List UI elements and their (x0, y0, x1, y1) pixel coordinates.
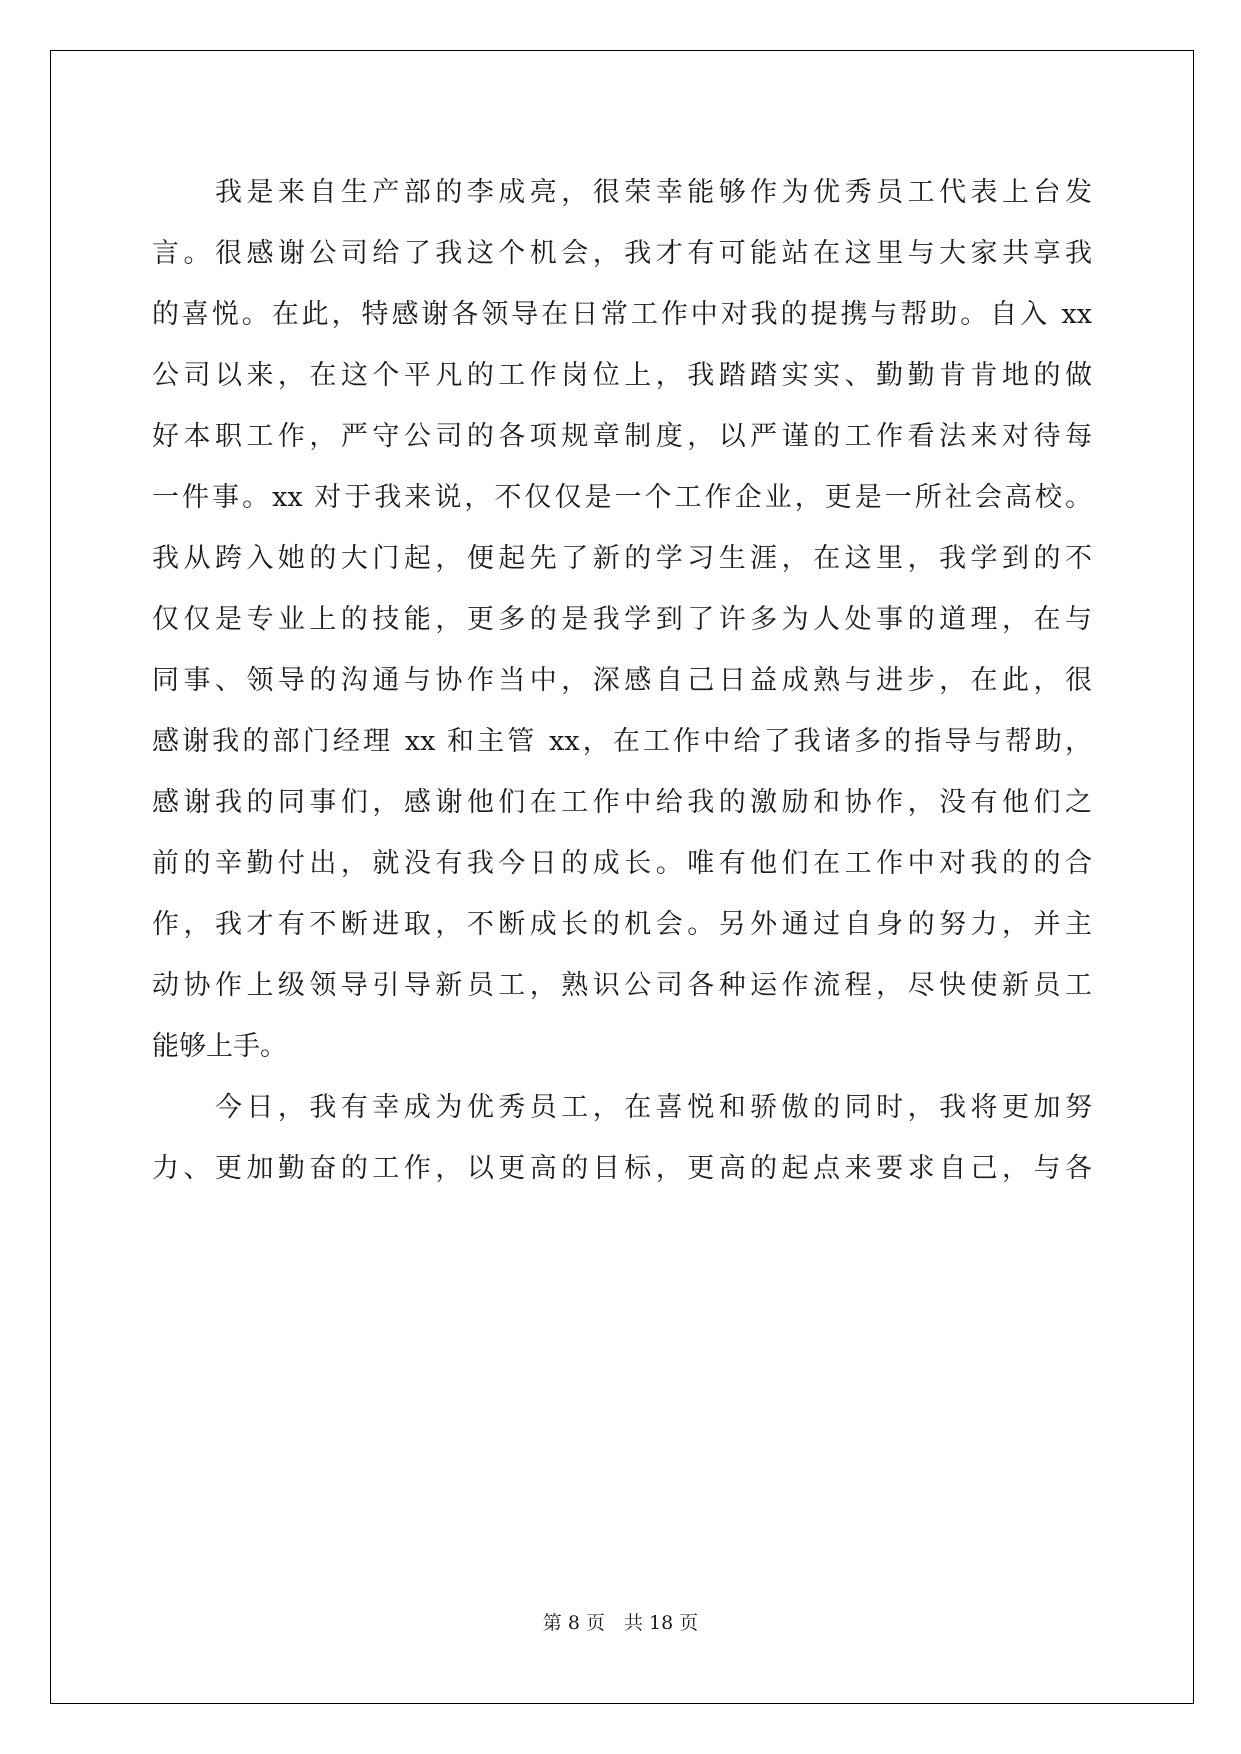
text-line: 动协作上级领导引导新员工，熟识公司各种运作流程，尽快使新员工 (152, 970, 1092, 1001)
text-line: 公司以来，在这个平凡的工作岗位上，我踏踏实实、勤勤肯肯地的做 (152, 360, 1092, 391)
text-line: 感谢我的部门经理 xx 和主管 xx，在工作中给了我诸多的指导与帮助， (152, 726, 1092, 757)
text-line: 今日，我有幸成为优秀员工，在喜悦和骄傲的同时，我将更加努 (152, 1092, 1092, 1123)
text-line: 言。很感谢公司给了我这个机会，我才有可能站在这里与大家共享我 (152, 238, 1092, 269)
document-body (152, 162, 1092, 1199)
page-footer: 第 8 页 共 18 页 (542, 1612, 699, 1634)
text-line: 感谢我的同事们，感谢他们在工作中给我的激励和协作，没有他们之 (152, 787, 1092, 818)
text-line: 仅仅是专业上的技能，更多的是我学到了许多为人处事的道理，在与 (152, 604, 1092, 635)
text-line: 的喜悦。在此，特感谢各领导在日常工作中对我的提携与帮助。自入 xx (152, 299, 1092, 330)
text-line: 作，我才有不断进取，不断成长的机会。另外通过自身的努力，并主 (152, 909, 1092, 940)
text-line: 好本职工作，严守公司的各项规章制度，以严谨的工作看法来对待每 (152, 421, 1092, 452)
text-line: 能够上手。 (152, 1031, 287, 1062)
text-line: 前的辛勤付出，就没有我今日的成长。唯有他们在工作中对我的的合 (152, 848, 1092, 879)
text-line: 一件事。xx 对于我来说，不仅仅是一个工作企业，更是一所社会高校。 (152, 482, 1092, 513)
text-line: 力、更加勤奋的工作，以更高的目标，更高的起点来要求自己，与各 (152, 1153, 1092, 1184)
text-line: 同事、领导的沟通与协作当中，深感自己日益成熟与进步，在此，很 (152, 665, 1092, 696)
text-line: 我是来自生产部的李成亮，很荣幸能够作为优秀员工代表上台发 (152, 177, 1092, 208)
text-line: 我从跨入她的大门起，便起先了新的学习生涯，在这里，我学到的不 (152, 543, 1092, 574)
